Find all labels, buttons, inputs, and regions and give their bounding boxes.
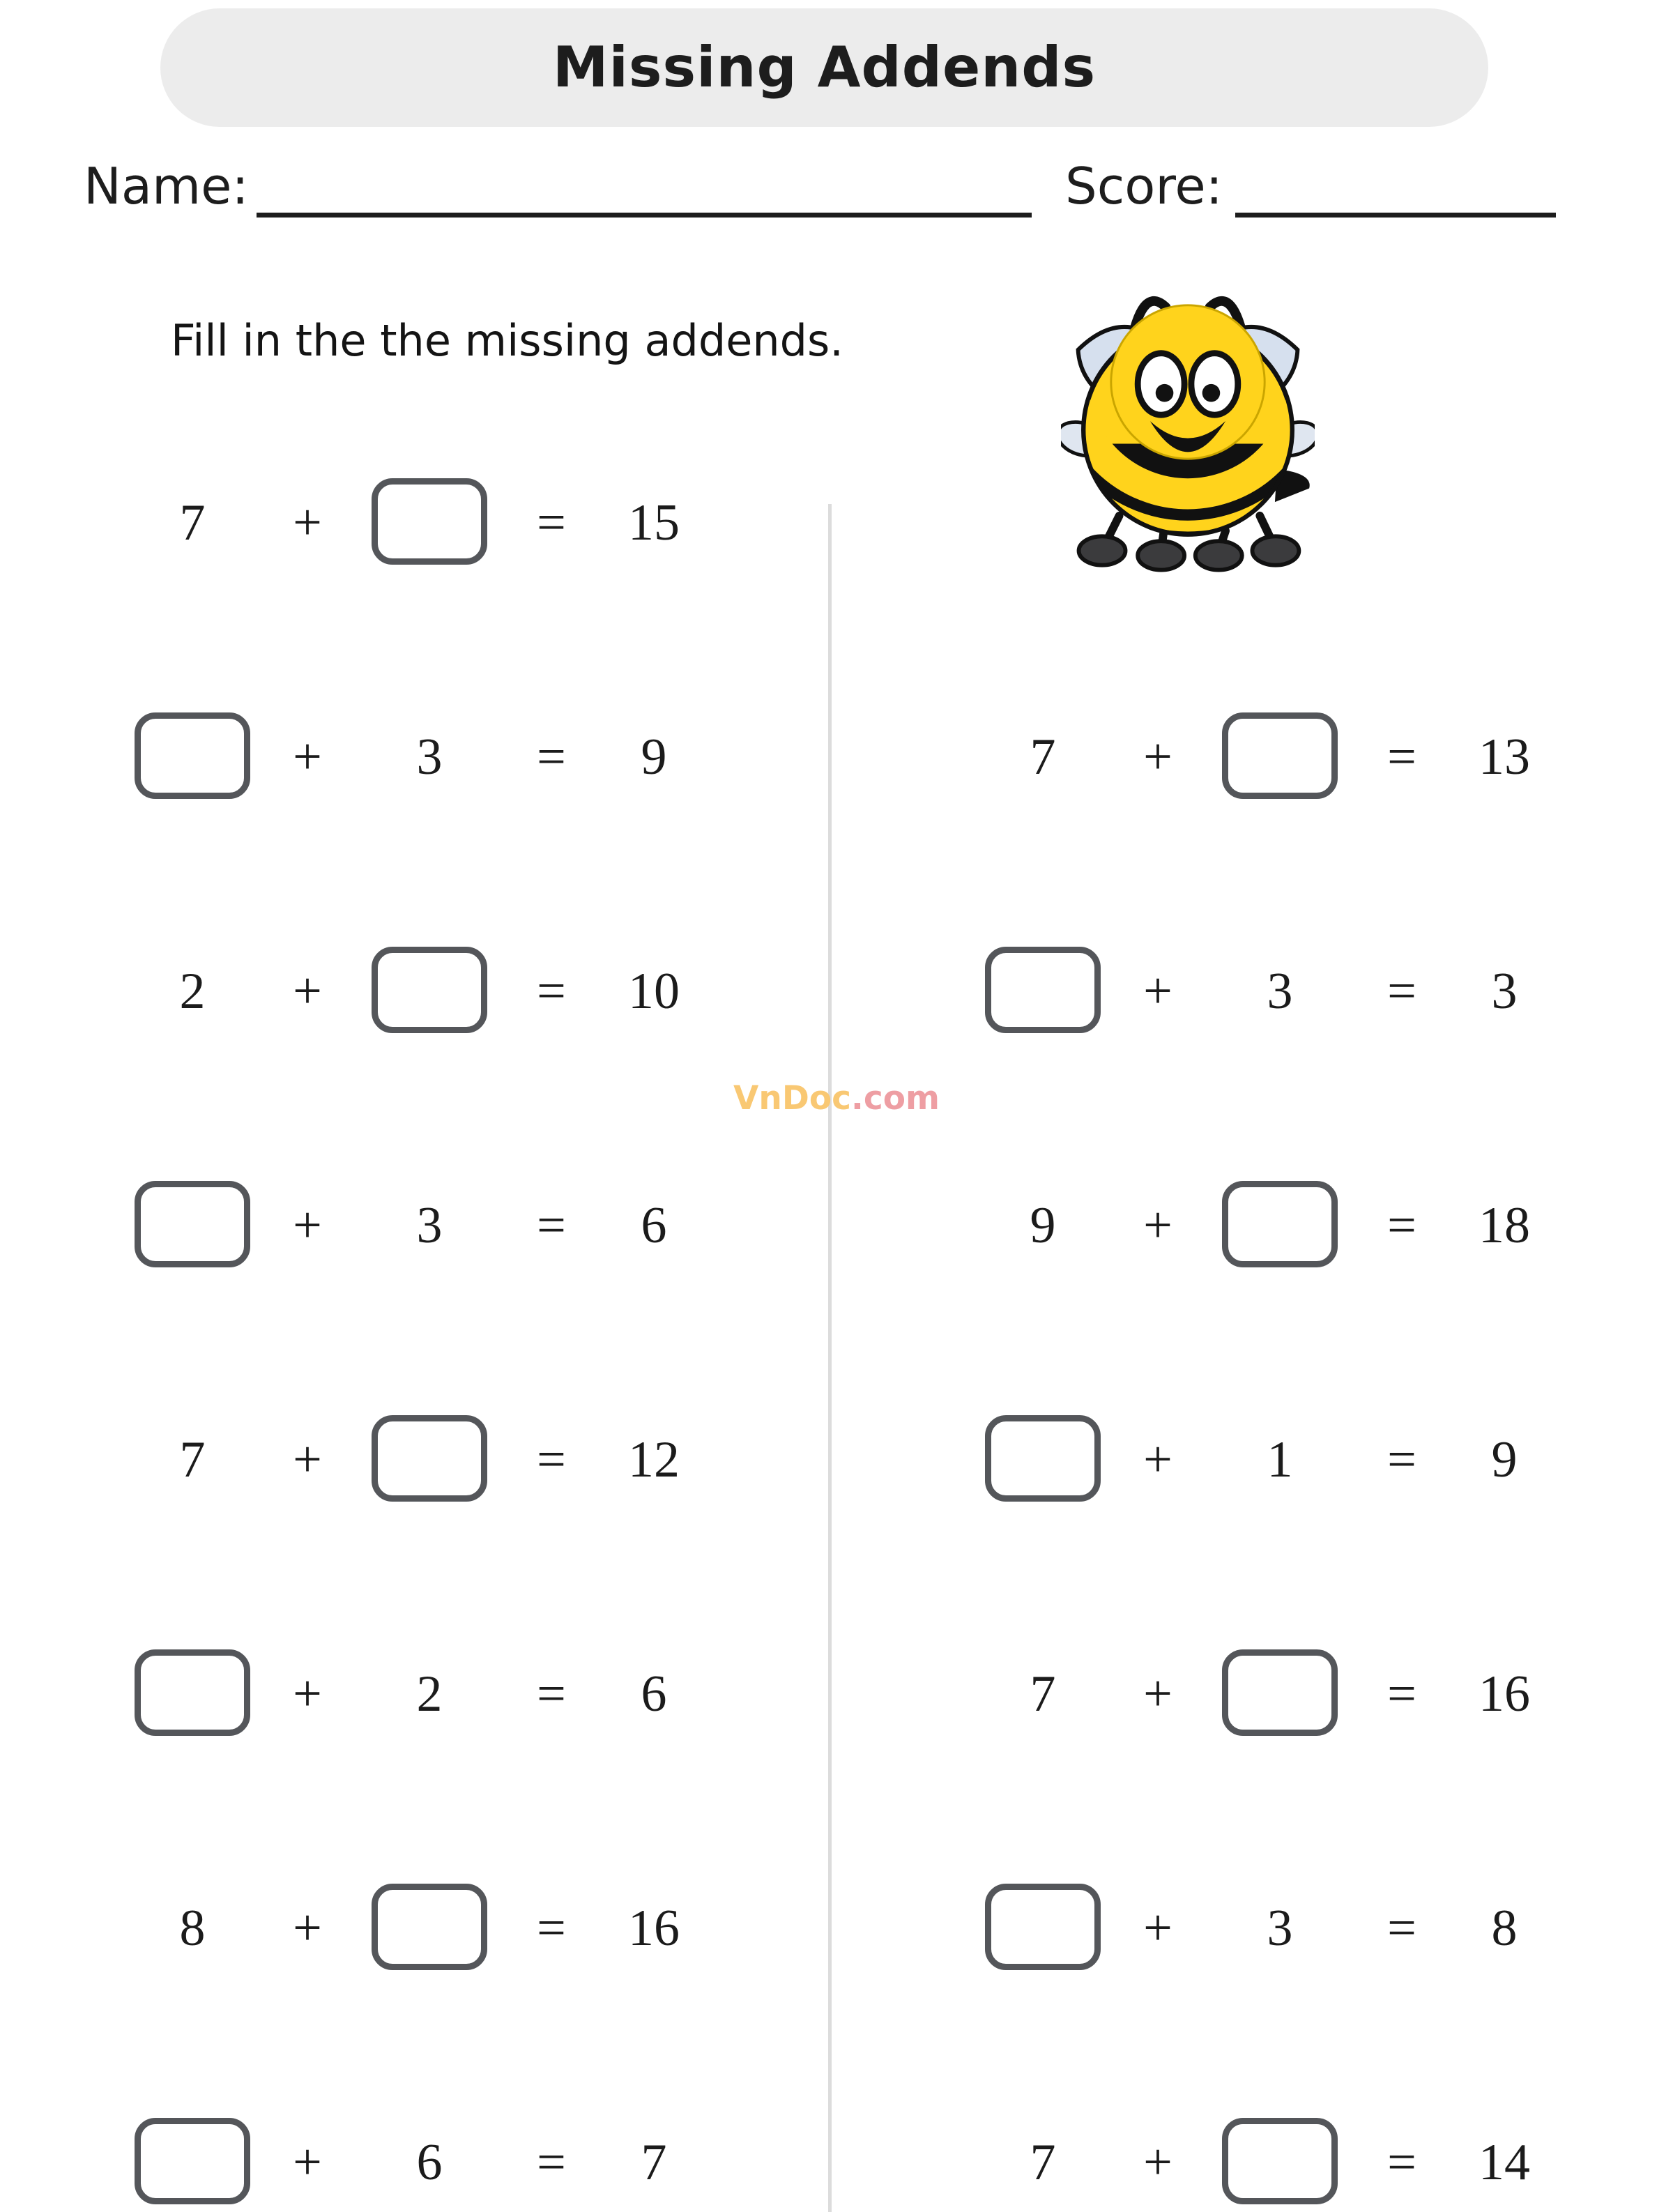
equals-sign: = <box>537 1431 566 1488</box>
answer-box[interactable] <box>1222 1649 1338 1736</box>
problem-row <box>105 1108 767 1343</box>
plus-sign: + <box>1143 963 1172 1020</box>
plus-sign: + <box>293 2134 322 2191</box>
equals-sign: = <box>1387 963 1416 1020</box>
addend-second: 6 <box>416 2134 443 2191</box>
sum: 18 <box>1479 1197 1530 1254</box>
addend-first: 7 <box>179 494 206 551</box>
problems-column-right <box>955 406 1617 2212</box>
equals-sign: = <box>1387 1665 1416 1723</box>
score-label: Score: <box>1065 157 1223 215</box>
equals-sign: = <box>1387 2134 1416 2191</box>
equals-sign: = <box>537 2134 566 2191</box>
sum: 7 <box>641 2134 667 2191</box>
watermark-orange-part: VnDoc <box>733 1079 851 1118</box>
score-input-line[interactable] <box>1235 213 1556 218</box>
addend-second: 2 <box>416 1665 443 1723</box>
equals-sign: = <box>1387 729 1416 786</box>
problem-row <box>955 2045 1617 2212</box>
addend-second: 3 <box>1267 1900 1293 1957</box>
problem-row <box>955 406 1617 640</box>
addend-second: 1 <box>1267 1431 1293 1488</box>
equals-sign: = <box>537 1900 566 1957</box>
column-divider-line <box>828 504 832 2212</box>
addend-first: 9 <box>1030 1197 1056 1254</box>
sum: 6 <box>641 1665 667 1723</box>
plus-sign: + <box>1143 1900 1172 1957</box>
answer-box[interactable] <box>1222 712 1338 799</box>
plus-sign: + <box>293 1197 322 1254</box>
answer-box[interactable] <box>1222 1181 1338 1267</box>
sum: 3 <box>1491 963 1518 1020</box>
answer-box[interactable] <box>372 1884 487 1970</box>
plus-sign: + <box>1143 1665 1172 1723</box>
problem-row <box>105 874 767 1108</box>
sum: 6 <box>641 1197 667 1254</box>
problem-row <box>105 2045 767 2212</box>
answer-box[interactable] <box>372 478 487 565</box>
sum: 9 <box>641 729 667 786</box>
addend-second: 3 <box>416 729 443 786</box>
sum: 16 <box>1479 1665 1530 1723</box>
plus-sign: + <box>293 1900 322 1957</box>
problem-row <box>955 1108 1617 1343</box>
name-input-line[interactable] <box>257 213 1032 218</box>
plus-sign: + <box>293 1665 322 1723</box>
sum: 14 <box>1479 2134 1530 2191</box>
problem-row <box>955 640 1617 874</box>
equals-sign: = <box>537 494 566 551</box>
watermark <box>690 1079 983 1118</box>
plus-sign: + <box>293 963 322 1020</box>
problem-row <box>955 1811 1617 2045</box>
addend-first: 7 <box>1030 1665 1056 1723</box>
equals-sign: = <box>1387 1900 1416 1957</box>
instruction-text: Fill in the the missing addends. <box>171 315 843 366</box>
equals-sign: = <box>537 963 566 1020</box>
equals-sign: = <box>537 1197 566 1254</box>
plus-sign: + <box>293 729 322 786</box>
sum: 13 <box>1479 729 1530 786</box>
problem-row <box>105 1343 767 1577</box>
equals-sign: = <box>1387 1431 1416 1488</box>
addend-first: 2 <box>179 963 206 1020</box>
answer-box[interactable] <box>372 1415 487 1502</box>
answer-box[interactable] <box>1222 2118 1338 2204</box>
plus-sign: + <box>293 494 322 551</box>
problem-row <box>105 1811 767 2045</box>
plus-sign: + <box>293 1431 322 1488</box>
equals-sign: = <box>537 1665 566 1723</box>
page-title: Missing Addends <box>552 35 1097 100</box>
equals-sign: = <box>1387 1197 1416 1254</box>
plus-sign: + <box>1143 729 1172 786</box>
answer-box[interactable] <box>372 947 487 1033</box>
addend-first: 7 <box>1030 2134 1056 2191</box>
addend-first: 7 <box>179 1431 206 1488</box>
equals-sign: = <box>537 729 566 786</box>
plus-sign: + <box>1143 1197 1172 1254</box>
addend-second: 3 <box>416 1197 443 1254</box>
problem-row <box>105 406 767 640</box>
addend-second: 3 <box>1267 963 1293 1020</box>
plus-sign: + <box>1143 1431 1172 1488</box>
problem-row <box>955 1577 1617 1811</box>
sum: 9 <box>1491 1431 1518 1488</box>
addend-first: 8 <box>179 1900 206 1957</box>
problems-column-left <box>105 406 767 2212</box>
problem-row <box>105 1577 767 1811</box>
sum: 8 <box>1491 1900 1518 1957</box>
watermark-pink-part: .com <box>851 1079 940 1118</box>
sum: 10 <box>628 963 680 1020</box>
problem-row <box>105 640 767 874</box>
sum: 12 <box>628 1431 680 1488</box>
problem-row <box>955 1343 1617 1577</box>
sum: 16 <box>628 1900 680 1957</box>
plus-sign: + <box>1143 2134 1172 2191</box>
sum: 15 <box>628 494 680 551</box>
name-label: Name: <box>84 157 249 215</box>
problem-row <box>955 874 1617 1108</box>
addend-first: 7 <box>1030 729 1056 786</box>
